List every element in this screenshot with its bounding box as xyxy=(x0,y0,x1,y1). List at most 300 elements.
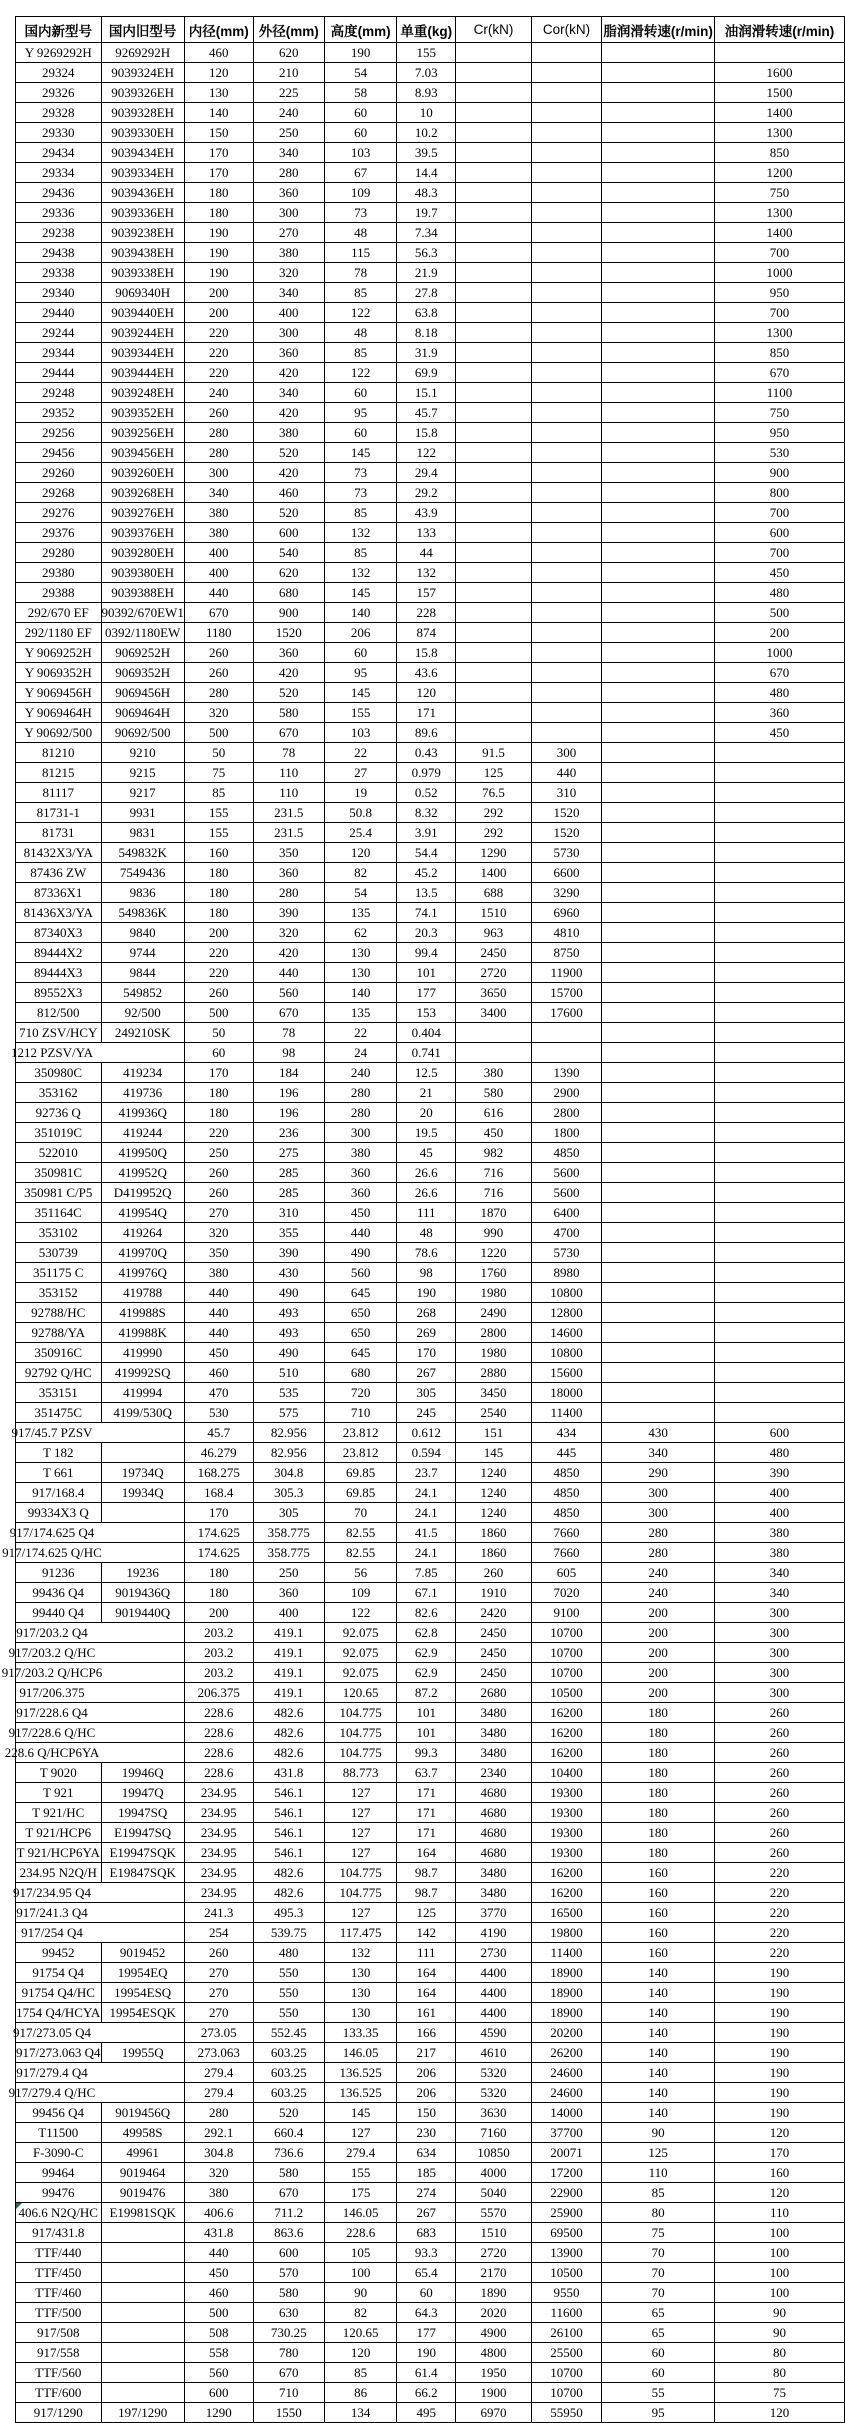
table-row xyxy=(16,1383,845,1403)
cell xyxy=(101,2303,184,2323)
cell: 203.2 xyxy=(184,1623,253,1643)
overflow-label xyxy=(16,2063,88,2082)
cell: 4610 xyxy=(456,2043,532,2063)
cell xyxy=(602,1343,715,1363)
cell: 0.52 xyxy=(397,783,456,803)
cell: 1510 xyxy=(456,903,532,923)
cell: 19954ESQK xyxy=(101,2003,184,2023)
cell: 19300 xyxy=(531,1783,602,1803)
cell xyxy=(602,1243,715,1263)
cell xyxy=(714,1383,844,1403)
cell: 11600 xyxy=(531,2303,602,2323)
cell: 540 xyxy=(253,543,324,563)
cell: 13900 xyxy=(531,2243,602,2263)
cell: 5570 xyxy=(456,2203,532,2223)
cell: 9019476 xyxy=(101,2183,184,2203)
cell xyxy=(714,883,844,903)
table-row xyxy=(16,2363,845,2383)
table-row xyxy=(16,243,845,263)
cell: 125 xyxy=(602,2143,715,2163)
cell: 300 xyxy=(714,1603,844,1623)
cell: 495 xyxy=(397,2403,456,2423)
table-row xyxy=(16,583,845,603)
cell: 360 xyxy=(253,863,324,883)
cell xyxy=(602,1003,715,1023)
cell: 560 xyxy=(324,1263,396,1283)
cell xyxy=(456,323,532,343)
cell: 495.3 xyxy=(253,1903,324,1923)
cell: 260 xyxy=(714,1743,844,1763)
cell: F-3090-C xyxy=(16,2143,102,2163)
cell: 87.2 xyxy=(397,1683,456,1703)
cell: 111 xyxy=(397,1203,456,1223)
cell: 2450 xyxy=(456,1663,532,1683)
table-row xyxy=(16,1263,845,1283)
cell xyxy=(16,1623,185,1643)
cell: 60 xyxy=(324,383,396,403)
cell: 9039440EH xyxy=(101,303,184,323)
cell xyxy=(13,1883,185,1903)
cell-text: 917/228.6 Q4 xyxy=(16,1705,88,1720)
cell: 670 xyxy=(253,2363,324,2383)
cell: 4400 xyxy=(456,2003,532,2023)
table-row xyxy=(16,2223,845,2243)
cell: 31.9 xyxy=(397,343,456,363)
cell: 260 xyxy=(184,643,253,663)
cell xyxy=(456,563,532,583)
cell: 92736 Q xyxy=(16,1103,102,1123)
cell: 81210 xyxy=(16,743,102,763)
cell: 99456 Q4 xyxy=(16,2103,102,2123)
table-row xyxy=(16,83,845,103)
cell: 2450 xyxy=(456,943,532,963)
cell: 280 xyxy=(184,423,253,443)
cell xyxy=(602,343,715,363)
cell: 358.775 xyxy=(253,1543,324,1563)
cell xyxy=(16,1903,185,1923)
cell: 440 xyxy=(184,2243,253,2263)
cell: 300 xyxy=(602,1483,715,1503)
cell: 19 xyxy=(324,783,396,803)
cell: 200 xyxy=(602,1623,715,1643)
cell: 101 xyxy=(397,963,456,983)
cell: 10800 xyxy=(531,1343,602,1363)
cell: 3630 xyxy=(456,2103,532,2123)
cell: 146.05 xyxy=(324,2203,396,2223)
cell: 9019440Q xyxy=(101,1603,184,1623)
cell: 190 xyxy=(184,263,253,283)
cell: 200 xyxy=(602,1603,715,1623)
cell: 5730 xyxy=(531,843,602,863)
cell: 155 xyxy=(324,703,396,723)
cell: 310 xyxy=(531,783,602,803)
cell: 50 xyxy=(184,1023,253,1043)
cell: 1300 xyxy=(714,323,844,343)
cell: 560 xyxy=(253,983,324,1003)
cell: 140 xyxy=(602,2103,715,2123)
cell xyxy=(714,1103,844,1123)
cell: 250 xyxy=(184,1143,253,1163)
cell: 300 xyxy=(714,1663,844,1683)
column-header-4: 高度(mm) xyxy=(324,17,396,43)
cell: 268 xyxy=(397,1303,456,1323)
cell xyxy=(531,663,602,683)
cell: 90 xyxy=(324,2283,396,2303)
cell xyxy=(456,363,532,383)
cell xyxy=(531,43,602,63)
cell: 241.3 xyxy=(184,1903,253,1923)
cell xyxy=(456,703,532,723)
cell: 730.25 xyxy=(253,2323,324,2343)
cell: 5730 xyxy=(531,1243,602,1263)
cell: 90392/670EW1 xyxy=(101,603,184,623)
cell: 9039280EH xyxy=(101,543,184,563)
cell: 228.6 xyxy=(184,1743,253,1763)
overflow-label xyxy=(16,1623,88,1642)
cell: 9840 xyxy=(101,923,184,943)
cell: 190 xyxy=(714,2063,844,2083)
cell: T11500 xyxy=(16,2123,102,2143)
cell: 450 xyxy=(714,563,844,583)
cell xyxy=(531,1023,602,1043)
cell xyxy=(531,83,602,103)
cell xyxy=(531,703,602,723)
table-row xyxy=(16,2023,845,2043)
cell: 146.05 xyxy=(324,2043,396,2063)
cell: 127 xyxy=(324,1843,396,1863)
cell: 160 xyxy=(602,1923,715,1943)
cell: 19955Q xyxy=(101,2043,184,2063)
cell: 23.812 xyxy=(324,1443,396,1463)
cell xyxy=(602,1363,715,1383)
cell xyxy=(714,823,844,843)
cell: 620 xyxy=(253,43,324,63)
overflow-label xyxy=(8,2083,96,2102)
cell: 17600 xyxy=(531,1003,602,1023)
cell xyxy=(602,643,715,663)
cell xyxy=(456,423,532,443)
cell: 50 xyxy=(184,743,253,763)
cell: 292 xyxy=(456,803,532,823)
cell xyxy=(531,243,602,263)
table-row xyxy=(16,863,845,883)
cell xyxy=(16,2063,185,2083)
cell: 420 xyxy=(253,403,324,423)
cell: 9039344EH xyxy=(101,343,184,363)
cell: 10500 xyxy=(531,1683,602,1703)
cell: 174.625 xyxy=(184,1523,253,1543)
cell: 688 xyxy=(456,883,532,903)
cell: 190 xyxy=(714,2083,844,2103)
cell: 260 xyxy=(714,1763,844,1783)
table-row xyxy=(16,2283,845,2303)
cell: 9215 xyxy=(101,763,184,783)
cell: 100 xyxy=(714,2223,844,2243)
cell xyxy=(602,1023,715,1043)
cell: 89444X3 xyxy=(16,963,102,983)
cell: 280 xyxy=(184,683,253,703)
cell-text: 917/203.2 Q/HCP6 xyxy=(1,1665,103,1680)
cell: 99440 Q4 xyxy=(16,1603,102,1623)
cell: 351175 C xyxy=(16,1263,102,1283)
cell: 419.1 xyxy=(253,1623,324,1643)
cell: 305 xyxy=(397,1383,456,1403)
cell: 7160 xyxy=(456,2123,532,2143)
cell: 620 xyxy=(253,563,324,583)
cell: 105 xyxy=(324,2243,396,2263)
cell xyxy=(714,1043,844,1063)
cell: 9836 xyxy=(101,883,184,903)
cell: 280 xyxy=(324,1083,396,1103)
cell: 19954ESQ xyxy=(101,1983,184,2003)
cell: 122 xyxy=(397,443,456,463)
cell: 240 xyxy=(253,103,324,123)
cell: 440 xyxy=(324,1223,396,1243)
cell: 380 xyxy=(324,1143,396,1163)
cell xyxy=(602,1103,715,1123)
cell xyxy=(456,303,532,323)
cell: 580 xyxy=(253,703,324,723)
cell xyxy=(456,103,532,123)
table-row xyxy=(16,2043,845,2063)
cell: 89.6 xyxy=(397,723,456,743)
cell: 73 xyxy=(324,203,396,223)
cell: 29276 xyxy=(16,503,102,523)
cell: 20200 xyxy=(531,2023,602,2043)
cell: 82.6 xyxy=(397,1603,456,1623)
cell: 19300 xyxy=(531,1803,602,1823)
cell: 9744 xyxy=(101,943,184,963)
cell: 19.7 xyxy=(397,203,456,223)
cell xyxy=(456,543,532,563)
overflow-label xyxy=(16,1703,88,1722)
cell: 260 xyxy=(184,663,253,683)
table-row xyxy=(16,123,845,143)
cell: 2450 xyxy=(456,1623,532,1643)
table-row xyxy=(16,943,845,963)
cell: 14.4 xyxy=(397,163,456,183)
cell xyxy=(456,463,532,483)
cell: 190 xyxy=(714,1963,844,1983)
cell: 48 xyxy=(324,323,396,343)
table-row xyxy=(16,703,845,723)
cell: 29336 xyxy=(16,203,102,223)
cell: 460 xyxy=(253,483,324,503)
cell: 19236 xyxy=(101,1563,184,1583)
cell xyxy=(456,503,532,523)
table-row xyxy=(16,1423,845,1443)
cell-text: 917/273.05 Q4 xyxy=(13,2025,91,2040)
cell: 92788/YA xyxy=(16,1323,102,1343)
cell: 240 xyxy=(324,1063,396,1083)
cell: 292/670 EF xyxy=(16,603,102,623)
table-row xyxy=(16,2403,845,2423)
cell xyxy=(456,483,532,503)
cell: 917/168.4 xyxy=(16,1483,102,1503)
cell: 101 xyxy=(397,1723,456,1743)
cell: 260 xyxy=(714,1703,844,1723)
cell: 29268 xyxy=(16,483,102,503)
cell: 419264 xyxy=(101,1223,184,1243)
cell: 164 xyxy=(397,1983,456,2003)
cell: 92.075 xyxy=(324,1663,396,1683)
cell-text: 917/279.4 Q4 xyxy=(16,2065,88,2080)
cell: 24600 xyxy=(531,2083,602,2103)
cell: 91754 Q4/HC xyxy=(16,1983,102,2003)
cell: 603.25 xyxy=(253,2063,324,2083)
cell: 280 xyxy=(602,1543,715,1563)
cell xyxy=(531,583,602,603)
cell: 304.8 xyxy=(184,2143,253,2163)
cell: 250 xyxy=(253,1563,324,1583)
cell: 220 xyxy=(714,1883,844,1903)
cell: 4700 xyxy=(531,1223,602,1243)
cell: 26100 xyxy=(531,2323,602,2343)
cell: 650 xyxy=(324,1323,396,1343)
cell: 1000 xyxy=(714,263,844,283)
table-row xyxy=(16,1543,845,1563)
cell: 22 xyxy=(324,743,396,763)
cell: 400 xyxy=(184,543,253,563)
cell: 230 xyxy=(397,2123,456,2143)
cell: 220 xyxy=(714,1943,844,1963)
cell: 280 xyxy=(184,443,253,463)
table-row xyxy=(16,1743,845,1763)
table-row xyxy=(16,443,845,463)
cell: 9550 xyxy=(531,2283,602,2303)
cell: 25900 xyxy=(531,2203,602,2223)
cell: 600 xyxy=(714,523,844,543)
cell: 430 xyxy=(602,1423,715,1443)
cell: 120 xyxy=(324,2343,396,2363)
cell xyxy=(714,1343,844,1363)
column-header-9: 油润滑转速(r/min) xyxy=(714,17,844,43)
cell xyxy=(8,2083,185,2103)
cell xyxy=(602,1043,715,1063)
cell: 220 xyxy=(184,363,253,383)
cell: 300 xyxy=(531,743,602,763)
cell xyxy=(456,683,532,703)
cell: 220 xyxy=(184,963,253,983)
cell: 380 xyxy=(184,2183,253,2203)
cell: 917/558 xyxy=(16,2343,102,2363)
cell: 73 xyxy=(324,483,396,503)
cell: 419.1 xyxy=(253,1683,324,1703)
cell: 170 xyxy=(184,143,253,163)
cell: 48.3 xyxy=(397,183,456,203)
cell: 320 xyxy=(253,923,324,943)
cell: TTF/450 xyxy=(16,2263,102,2283)
cell: 171 xyxy=(397,1803,456,1823)
cell: 54.4 xyxy=(397,843,456,863)
cell: 75 xyxy=(602,2223,715,2243)
cell: 419952Q xyxy=(101,1163,184,1183)
table-row xyxy=(16,223,845,243)
cell: 1400 xyxy=(456,863,532,883)
cell: 917/431.8 xyxy=(16,2223,102,2243)
table-row xyxy=(16,1643,845,1663)
cell: 25.4 xyxy=(324,823,396,843)
table-row xyxy=(16,63,845,83)
cell: 10700 xyxy=(531,1623,602,1643)
table-row xyxy=(16,1363,845,1383)
cell: 305.3 xyxy=(253,1483,324,1503)
table-body xyxy=(1,43,845,2423)
cell: 127 xyxy=(324,1903,396,1923)
overflow-label xyxy=(2,1543,102,1562)
cell xyxy=(531,103,602,123)
cell: 9269292H xyxy=(101,43,184,63)
cell: 9069340H xyxy=(101,283,184,303)
cell: D419952Q xyxy=(101,1183,184,1203)
cell: 18900 xyxy=(531,2003,602,2023)
cell: 11900 xyxy=(531,963,602,983)
cell-text: 917/45.7 PZSV xyxy=(11,1425,93,1440)
cell: 29434 xyxy=(16,143,102,163)
cell: 0.43 xyxy=(397,743,456,763)
cell: 1860 xyxy=(456,1543,532,1563)
cell xyxy=(8,1643,185,1663)
cell: 4810 xyxy=(531,923,602,943)
cell: 4199/530Q xyxy=(101,1403,184,1423)
cell: 132 xyxy=(324,523,396,543)
cell: 400 xyxy=(253,303,324,323)
cell: 9831 xyxy=(101,823,184,843)
cell: 4190 xyxy=(456,1923,532,1943)
cell: 716 xyxy=(456,1183,532,1203)
cell: 380 xyxy=(714,1523,844,1543)
cell xyxy=(602,503,715,523)
cell: 29328 xyxy=(16,103,102,123)
cell: Y 9269292H xyxy=(16,43,102,63)
cell: 81432X3/YA xyxy=(16,843,102,863)
cell: 101 xyxy=(397,1703,456,1723)
table-row xyxy=(16,1863,845,1883)
cell: 90692/500 xyxy=(101,723,184,743)
cell: 300 xyxy=(714,1643,844,1663)
cell: 1980 xyxy=(456,1283,532,1303)
cell: 650 xyxy=(324,1303,396,1323)
cell: 360 xyxy=(324,1183,396,1203)
cell: 670 xyxy=(253,2183,324,2203)
cell: 22900 xyxy=(531,2183,602,2203)
cell: 160 xyxy=(184,843,253,863)
table-row xyxy=(16,1063,845,1083)
cell: 480 xyxy=(714,683,844,703)
cell: 460 xyxy=(184,2283,253,2303)
cell: 16200 xyxy=(531,1863,602,1883)
cell: 350981 C/P5 xyxy=(16,1183,102,1203)
cell: 60 xyxy=(184,1043,253,1063)
cell: 9069352H xyxy=(101,663,184,683)
table-row xyxy=(16,2243,845,2263)
cell: 9039336EH xyxy=(101,203,184,223)
cell: 225 xyxy=(253,83,324,103)
cell: 180 xyxy=(184,203,253,223)
table-row xyxy=(16,483,845,503)
cell: 103 xyxy=(324,143,396,163)
cell xyxy=(456,603,532,623)
cell xyxy=(531,523,602,543)
cell: 168.4 xyxy=(184,1483,253,1503)
cell: 180 xyxy=(184,1083,253,1103)
cell: 380 xyxy=(714,1543,844,1563)
cell xyxy=(714,983,844,1003)
cell: 710 ZSV/HCY xyxy=(16,1023,102,1043)
cell: 419736 xyxy=(101,1083,184,1103)
cell: 234.95 xyxy=(184,1843,253,1863)
cell: 196 xyxy=(253,1083,324,1103)
